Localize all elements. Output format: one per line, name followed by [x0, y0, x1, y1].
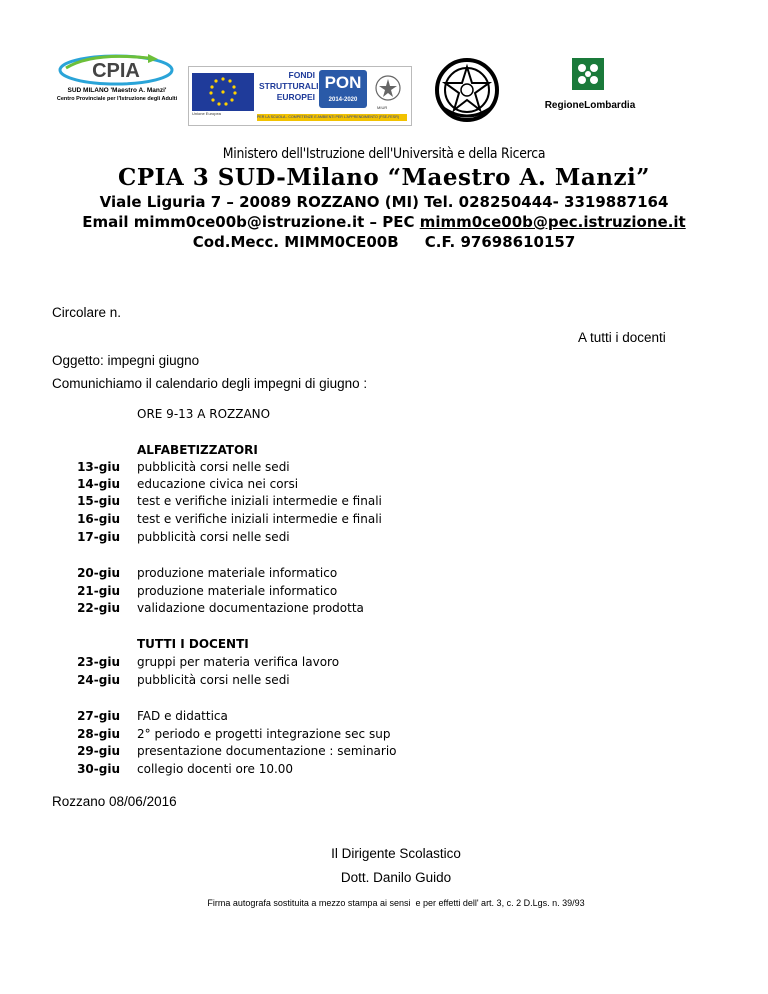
schedule-date: 15-giu	[77, 494, 120, 508]
email-text: Email mimm0ce00b@istruzione.it –	[82, 213, 377, 231]
time-place: ORE 9-13 A ROZZANO	[137, 407, 271, 421]
schedule-activity: test e verifiche iniziali intermedie e finali	[137, 512, 382, 526]
email-line	[0, 213, 768, 231]
pon-mark: PON 2014-2020	[319, 70, 367, 108]
schedule-activity: 2° periodo e progetti integrazione sec sup	[137, 727, 391, 741]
schedule-activity: pubblicità corsi nelle sedi	[137, 460, 290, 474]
subject: Oggetto: impegni giugno	[52, 353, 200, 368]
schedule-activity: test e verifiche iniziali intermedie e finali	[137, 494, 382, 508]
signature-footnote: Firma autografa sostituita a mezzo stampa ai sensi e per effetti dell' art. 3, c. 2 D.Lgs. n. 39/93	[207, 898, 585, 908]
schedule-activity: pubblicità corsi nelle sedi	[137, 530, 290, 544]
cpia-logo-line1: SUD MILANO 'Maestro A. Manzi'	[67, 87, 167, 94]
svg-text:CPIA: CPIA	[92, 60, 140, 82]
eu-label: Unione Europea	[192, 111, 221, 116]
signer-name: Dott. Danilo Guido	[340, 870, 452, 885]
fondi-text: FONDI STRUTTURALI EUROPEI	[259, 70, 319, 102]
italy-emblem-icon	[373, 73, 403, 103]
schedule-activity: FAD e didattica	[137, 709, 228, 723]
codes-line: Cod.Mecc. MIMM0CE00B C.F. 97698610157	[192, 233, 576, 251]
eu-flag-icon	[192, 73, 254, 111]
schedule-date: 23-giu	[77, 655, 120, 669]
schedule-date: 24-giu	[77, 673, 120, 687]
schedule-activity: presentazione documentazione : seminario	[137, 744, 397, 758]
place-date: Rozzano 08/06/2016	[52, 794, 177, 809]
schedule-date: 14-giu	[77, 477, 120, 491]
schedule-date: 16-giu	[77, 512, 120, 526]
pec-label: PEC	[382, 213, 415, 231]
schedule-date: 17-giu	[77, 530, 120, 544]
schedule-date: 30-giu	[77, 762, 120, 776]
schedule-activity: educazione civica nei corsi	[137, 477, 299, 491]
schedule-date: 21-giu	[77, 584, 120, 598]
section-tutti-docenti: TUTTI I DOCENTI	[137, 637, 249, 651]
pon-logo	[188, 66, 412, 126]
schedule-activity: validazione documentazione prodotta	[137, 601, 364, 615]
schedule-activity: produzione materiale informatico	[137, 584, 338, 598]
signer-title: Il Dirigente Scolastico	[331, 846, 461, 861]
address-line: Viale Liguria 7 – 20089 ROZZANO (MI) Tel. 028250444- 3319887164	[99, 193, 669, 211]
schedule-activity: gruppi per materia verifica lavoro	[137, 655, 340, 669]
schedule-date: 28-giu	[77, 727, 120, 741]
ministry-heading: Ministero dell'Istruzione dell'Università e della Ricerca	[222, 146, 546, 162]
section-alfabetizzatori: ALFABETIZZATORI	[137, 443, 258, 457]
region-name: RegioneLombardia	[544, 100, 636, 111]
cpia-logo-line2: Centro Provinciale per l'Istruzione degli Adulti	[56, 96, 178, 102]
pon-strip: PER LA SCUOLA - COMPETENZE E AMBIENTI PER L'APPRENDIMENTO (FSE-FESR)	[257, 114, 407, 121]
schedule-activity: collegio docenti ore 10.00	[137, 762, 294, 776]
lombardia-rose-icon	[572, 58, 604, 90]
miur-label: MIUR	[377, 105, 388, 110]
schedule-activity: produzione materiale informatico	[137, 566, 338, 580]
pec-link[interactable]: mimm0ce00b@pec.istruzione.it	[419, 213, 686, 231]
schedule-date: 20-giu	[77, 566, 120, 580]
cpia-logo	[52, 50, 182, 112]
intro-text: Comunichiamo il calendario degli impegni di giugno :	[52, 376, 368, 391]
recipient: A tutti i docenti	[578, 330, 666, 345]
schedule-date: 27-giu	[77, 709, 120, 723]
lombardia-logo	[540, 58, 640, 114]
school-name: CPIA 3 SUD-Milano “Maestro A. Manzi”	[118, 164, 650, 191]
republic-emblem-icon	[432, 55, 502, 125]
circolare-number: Circolare n.	[52, 305, 122, 320]
schedule-date: 13-giu	[77, 460, 120, 474]
schedule-activity: pubblicità corsi nelle sedi	[137, 673, 290, 687]
schedule-date: 22-giu	[77, 601, 120, 615]
schedule-date: 29-giu	[77, 744, 120, 758]
